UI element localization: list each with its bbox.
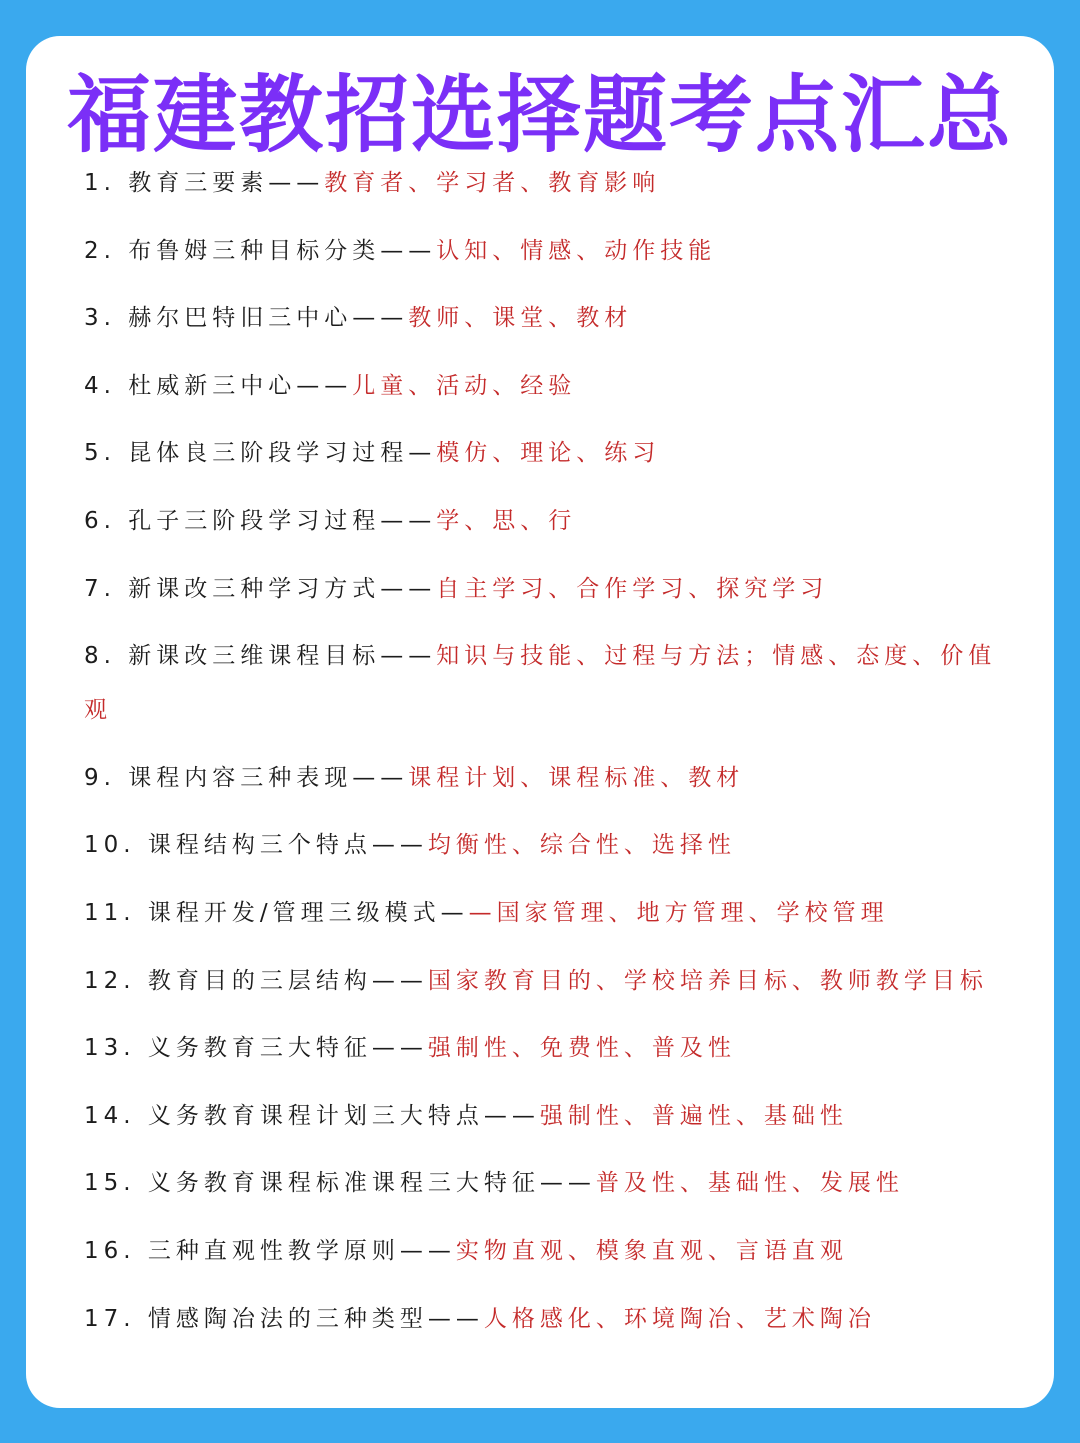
- item-question: 10. 课程结构三个特点——: [84, 832, 428, 859]
- item-question: 14. 义务教育课程计划三大特点——: [84, 1102, 540, 1129]
- item-question: 1. 教育三要素——: [84, 170, 325, 196]
- item-question: 13. 义务教育三大特征——: [84, 1035, 428, 1062]
- list-item: [84, 1292, 1014, 1346]
- item-question: 17. 情感陶冶法的三种类型——: [84, 1305, 484, 1332]
- list-item: [84, 224, 1014, 278]
- item-answer: 学、思、行: [436, 507, 577, 534]
- item-question: 11. 课程开发/管理三级模式—: [84, 899, 469, 926]
- list-item: [84, 156, 1014, 210]
- item-question: 8. 新课改三维课程目标——: [84, 643, 437, 670]
- item-question: 16. 三种直观性教学原则——: [84, 1237, 456, 1264]
- item-answer: 课程计划、课程标准、教材: [408, 764, 745, 791]
- item-answer: 模仿、理论、练习: [436, 440, 661, 467]
- item-answer: 普及性、基础性、发展性: [595, 1170, 904, 1197]
- item-question: 2. 布鲁姆三种目标分类——: [84, 237, 437, 264]
- item-question: 12. 教育目的三层结构——: [84, 967, 428, 994]
- item-question: 5. 昆体良三阶段学习过程—: [84, 440, 437, 467]
- list-item: [84, 1156, 1014, 1210]
- item-answer: 人格感化、环境陶冶、艺术陶冶: [483, 1305, 876, 1332]
- item-answer: 儿童、活动、经验: [352, 372, 577, 399]
- item-question: 3. 赫尔巴特旧三中心——: [84, 305, 409, 332]
- item-question: 7. 新课改三种学习方式——: [84, 575, 437, 602]
- list-item: [84, 1021, 1014, 1075]
- item-answer: 均衡性、综合性、选择性: [427, 832, 736, 859]
- item-answer: 认知、情感、动作技能: [436, 237, 717, 264]
- list-item: [84, 818, 1014, 872]
- list-item: [84, 359, 1014, 413]
- list-item: [84, 751, 1014, 805]
- item-answer: 自主学习、合作学习、探究学习: [436, 575, 829, 602]
- content-card: [26, 36, 1054, 1408]
- item-answer: 强制性、免费性、普及性: [427, 1035, 736, 1062]
- list-item: [84, 954, 1014, 1008]
- item-question: 9. 课程内容三种表现——: [84, 764, 409, 791]
- knowledge-list: [84, 156, 1014, 1359]
- item-answer: 国家教育目的、学校培养目标、教师教学目标: [427, 967, 988, 994]
- list-item: [84, 426, 1014, 480]
- item-answer: 知识与技能、过程与方法；情感、态度、价值观: [84, 643, 997, 724]
- item-question: 6. 孔子三阶段学习过程——: [84, 507, 437, 534]
- list-item: [84, 886, 1014, 940]
- item-answer: 强制性、普遍性、基础性: [539, 1102, 848, 1129]
- list-item: [84, 1089, 1014, 1143]
- item-answer: 教育者、学习者、教育影响: [324, 170, 661, 196]
- list-item: [84, 291, 1014, 345]
- list-item: [84, 494, 1014, 548]
- item-question: 15. 义务教育课程标准课程三大特征——: [84, 1170, 596, 1197]
- list-item: [84, 629, 1014, 737]
- list-item: [84, 1224, 1014, 1278]
- list-item: [84, 562, 1014, 616]
- item-question: 4. 杜威新三中心——: [84, 372, 353, 399]
- item-answer: —国家管理、地方管理、学校管理: [468, 899, 889, 926]
- item-answer: 实物直观、模象直观、言语直观: [455, 1237, 848, 1264]
- item-answer: 教师、课堂、教材: [408, 305, 633, 332]
- page-title: 福建教招选择题考点汇总: [66, 66, 1013, 164]
